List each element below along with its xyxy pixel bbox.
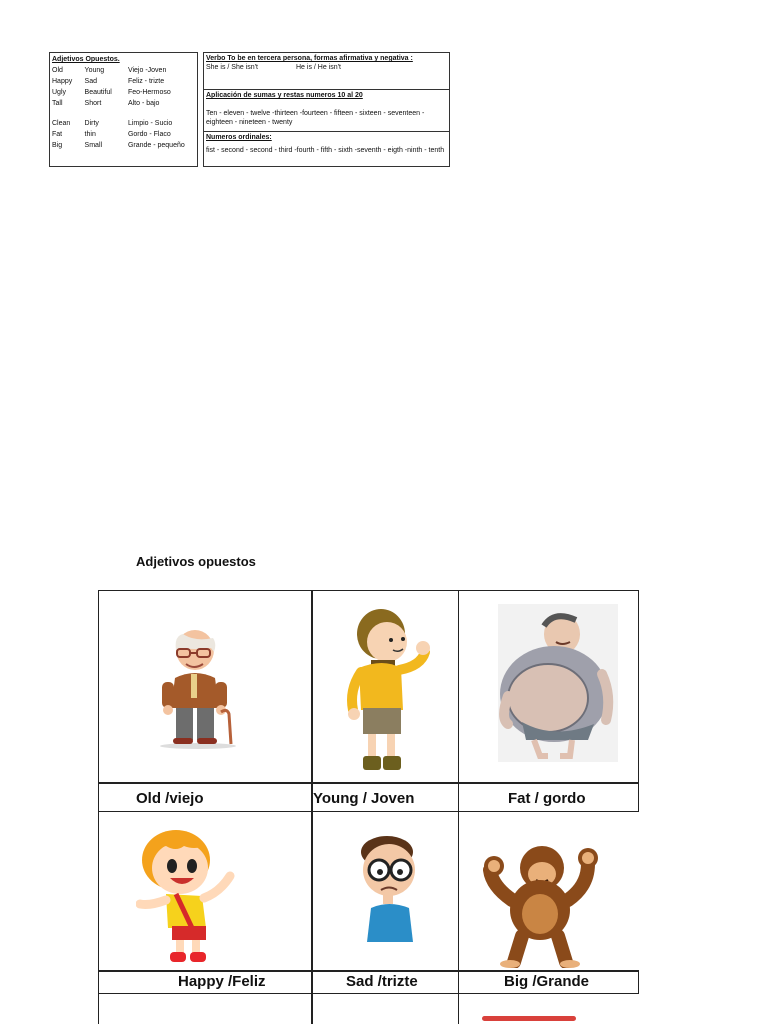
- happy-boy-image: [136, 828, 236, 968]
- english-opposite: Sad: [84, 78, 98, 85]
- lesson-topics-table: [203, 52, 450, 167]
- worksheet-heading: Adjetivos opuestos: [136, 554, 256, 569]
- table-row: [52, 87, 195, 98]
- she-forms: She is / She isn't: [206, 64, 258, 71]
- sad-boy-image: [353, 834, 431, 944]
- table-row: [52, 129, 195, 140]
- numbers-section: [204, 89, 449, 131]
- numbers-title: Aplicación de sumas y restas numeros 10 al 20: [206, 92, 363, 99]
- english-opposite: thin: [84, 131, 96, 138]
- caption-young: Young / Joven: [313, 790, 415, 807]
- table-row: [52, 76, 195, 87]
- english-word: Ugly: [52, 89, 67, 96]
- english-opposite: Beautiful: [84, 89, 112, 96]
- partial-image: [482, 1016, 576, 1021]
- table-row: [52, 140, 195, 151]
- english-opposite: Dirty: [84, 120, 99, 127]
- english-word: Old: [52, 67, 63, 74]
- opposite-adjectives-table: [49, 52, 198, 167]
- spanish-translation: Viejo -Joven: [127, 67, 167, 74]
- caption-fat: Fat / gordo: [508, 790, 586, 807]
- english-opposite: Short: [84, 100, 102, 107]
- english-opposite: Small: [84, 142, 103, 149]
- caption-happy: Happy /Feliz: [178, 973, 266, 990]
- big-gorilla-image: [480, 840, 604, 968]
- table-row: [52, 98, 195, 109]
- table-row: [52, 65, 195, 76]
- caption-big: Big /Grande: [504, 973, 590, 990]
- english-word: Fat: [52, 131, 63, 138]
- verb-to-be-section: [204, 53, 449, 89]
- english-word: Tall: [52, 100, 63, 107]
- old-man-image: [153, 628, 243, 750]
- spanish-translation: Alto - bajo: [127, 100, 160, 107]
- he-forms: He is / He isn't: [296, 64, 341, 71]
- english-word: Happy: [52, 78, 73, 85]
- table-row: [52, 118, 195, 129]
- spanish-translation: Limpio - Sucio: [127, 120, 173, 127]
- verb-forms-row: [206, 63, 447, 72]
- english-word: Big: [52, 142, 63, 149]
- verb-to-be-title: Verbo To be en tercera persona, formas afirmativa y negativa :: [206, 55, 413, 62]
- fat-man-image: [498, 604, 618, 762]
- caption-sad: Sad /trizte: [346, 973, 418, 990]
- picture-grid: [98, 590, 639, 1024]
- caption-old: Old /viejo: [136, 790, 204, 807]
- spanish-translation: Feliz - trizte: [127, 78, 165, 85]
- english-opposite: Young: [84, 67, 105, 74]
- young-boy-image: [341, 606, 435, 780]
- ordinals-title: Numeros ordinales:: [206, 134, 272, 141]
- spanish-translation: Grande - pequeño: [127, 142, 185, 149]
- spanish-translation: Gordo - Flaco: [127, 131, 171, 138]
- ordinals-list: fist - second - second - third -fourth - fifth - sixth -seventh - eigth -ninth - tenth: [206, 147, 445, 154]
- ordinals-section: [204, 131, 449, 167]
- english-word: Clean: [52, 120, 71, 127]
- spanish-translation: Feo-Hermoso: [127, 89, 171, 96]
- numbers-list: Ten - eleven - twelve -thirteen -fourteen - fifteen - sixteen - seventeen -eighteen - nineteen - twenty: [206, 110, 425, 126]
- vocab-table-title: Adjetivos Opuestos.: [52, 56, 120, 63]
